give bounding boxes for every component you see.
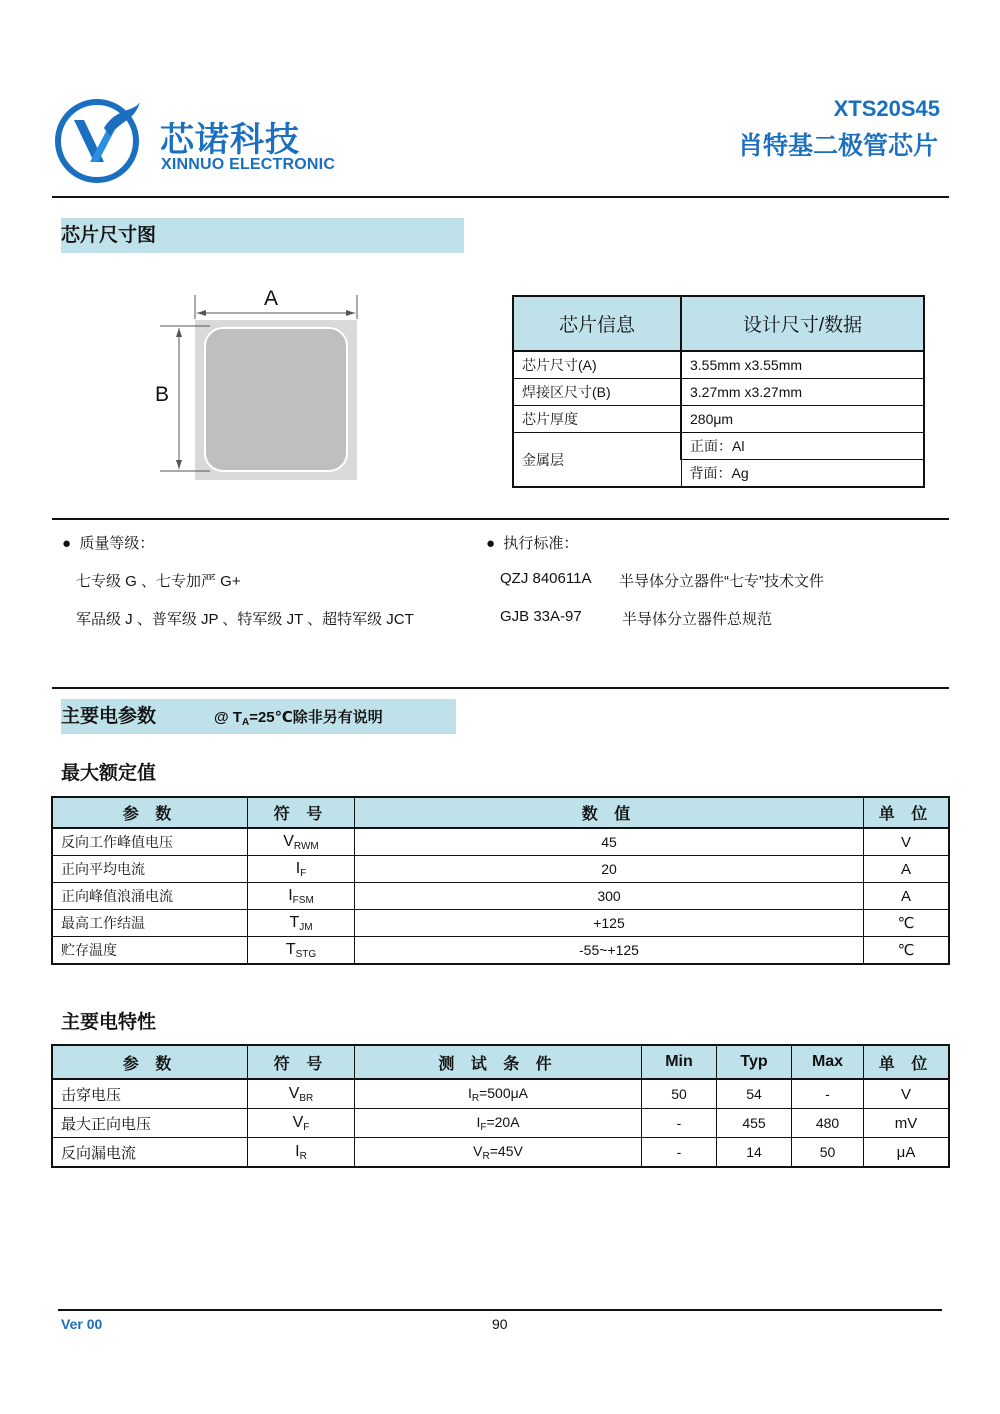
value-cell: 45 [355, 828, 864, 856]
table-row [513, 351, 924, 379]
typ-cell: 14 [717, 1138, 792, 1168]
param-cell: 反向漏电流 [52, 1138, 248, 1168]
table-row [52, 937, 949, 965]
company-name-en: XINNUO ELECTRONIC [161, 156, 336, 173]
value-cell: 300 [355, 883, 864, 910]
company-name-zh: 芯诺科技 [160, 121, 300, 159]
section-divider [52, 518, 949, 520]
chip-info-header: 芯片信息 [513, 296, 681, 351]
version-label: Ver 00 [61, 1316, 103, 1332]
unit-cell: μA [864, 1138, 950, 1168]
max-cell: 480 [792, 1109, 864, 1138]
param-cell: 最大正向电压 [52, 1109, 248, 1138]
unit-cell: V [864, 828, 950, 856]
quality-line-2: 军品级 J 、普军级 JP 、特军级 JT 、超特军级 JCT [76, 611, 414, 628]
header-divider [52, 196, 949, 198]
bullet-icon: ● [486, 535, 504, 552]
param-cell: 贮存温度 [52, 937, 248, 965]
company-logo-icon [54, 98, 140, 184]
value-cell: -55~+125 [355, 937, 864, 965]
table-row [52, 856, 949, 883]
typ-header: Typ [717, 1045, 792, 1079]
symbol-header: 符 号 [248, 1045, 355, 1079]
symbol-header: 符 号 [248, 797, 355, 828]
row-value: 280μm [681, 406, 924, 433]
max-cell: 50 [792, 1138, 864, 1168]
quality-line-1: 七专级 G 、七专加严 G+ [76, 573, 241, 590]
param-cell: 反向工作峰值电压 [52, 828, 248, 856]
symbol-cell: $V_{BR}$ [248, 1079, 355, 1109]
design-data-header: 设计尺寸/数据 [681, 296, 924, 351]
condition-cell: $I_F=20A$ [355, 1109, 642, 1138]
symbol-cell: $T_{STG}$ [248, 937, 355, 965]
param-header: 参 数 [52, 797, 248, 828]
unit-header: 单 位 [864, 797, 950, 828]
section-divider [52, 687, 949, 689]
row-value: 背面：Ag [681, 460, 924, 488]
main-params-title: 主要电参数 [61, 706, 157, 727]
standards-label: ● 执行标准： [486, 535, 579, 552]
min-cell: - [642, 1138, 717, 1168]
main-params-section-bar [61, 699, 456, 734]
standard-desc: 半导体分立器件“七专”技术文件 [619, 573, 824, 590]
product-name: 肖特基二极管芯片 [737, 132, 938, 160]
dimension-label-b: B [155, 383, 170, 406]
symbol-cell: $V_{RWM}$ [248, 828, 355, 856]
symbol-cell: $V_F$ [248, 1109, 355, 1138]
footer-divider [58, 1309, 942, 1311]
table-row [52, 1079, 949, 1109]
value-header: 数 值 [355, 797, 864, 828]
unit-cell: ℃ [864, 937, 950, 965]
row-value: 3.55mm x3.55mm [681, 351, 924, 379]
unit-cell: A [864, 856, 950, 883]
typ-cell: 455 [717, 1109, 792, 1138]
min-cell: 50 [642, 1079, 717, 1109]
row-value: 3.27mm x3.27mm [681, 379, 924, 406]
param-cell: 正向峰值浪涌电流 [52, 883, 248, 910]
row-label: 金属层 [513, 433, 681, 488]
product-model: XTS20S45 [833, 96, 940, 121]
table-row [52, 910, 949, 937]
table-row [52, 1109, 949, 1138]
standard-code: QZJ 840611A [500, 570, 592, 587]
symbol-cell: $I_{FSM}$ [248, 883, 355, 910]
max-ratings-table [51, 796, 950, 965]
table-row [52, 883, 949, 910]
min-header: Min [642, 1045, 717, 1079]
condition-cell: $V_R=45V$ [355, 1138, 642, 1168]
symbol-cell: $I_F$ [248, 856, 355, 883]
bullet-icon: ● [62, 535, 80, 552]
param-header: 参 数 [52, 1045, 248, 1079]
chip-dims-title: 芯片尺寸图 [61, 225, 157, 246]
page-number: 90 [492, 1316, 508, 1332]
symbol-cell: $T_{JM}$ [248, 910, 355, 937]
standard-desc: 半导体分立器件总规范 [622, 611, 773, 628]
row-label: 芯片尺寸(A) [513, 351, 681, 379]
standard-code: GJB 33A-97 [500, 608, 582, 625]
chip-dimension-drawing [150, 285, 370, 485]
param-cell: 最高工作结温 [52, 910, 248, 937]
param-cell: 正向平均电流 [52, 856, 248, 883]
min-cell: - [642, 1109, 717, 1138]
param-cell: 击穿电压 [52, 1079, 248, 1109]
characteristics-table [51, 1044, 950, 1168]
unit-cell: A [864, 883, 950, 910]
unit-header: 单 位 [864, 1045, 950, 1079]
row-label: 芯片厚度 [513, 406, 681, 433]
dimension-label-a: A [264, 287, 279, 310]
unit-cell: ℃ [864, 910, 950, 937]
row-value: 正面：Al [681, 433, 924, 460]
symbol-cell: $I_R$ [248, 1138, 355, 1168]
chip-info-table [512, 295, 925, 488]
condition-cell: $I_R=500\mu A$ [355, 1079, 642, 1109]
table-row [513, 406, 924, 433]
unit-cell: V [864, 1079, 950, 1109]
quality-label: ● 质量等级： [62, 535, 155, 552]
table-row [513, 433, 924, 460]
characteristics-title: 主要电特性 [61, 1012, 157, 1033]
chip-dims-section-bar [61, 218, 464, 253]
max-cell: - [792, 1079, 864, 1109]
row-label: 焊接区尺寸(B) [513, 379, 681, 406]
max-header: Max [792, 1045, 864, 1079]
value-cell: 20 [355, 856, 864, 883]
max-ratings-title: 最大额定值 [61, 763, 157, 784]
table-row [513, 379, 924, 406]
condition-header: 测 试 条 件 [355, 1045, 642, 1079]
typ-cell: 54 [717, 1079, 792, 1109]
unit-cell: mV [864, 1109, 950, 1138]
table-row [52, 1138, 949, 1168]
value-cell: +125 [355, 910, 864, 937]
table-row [52, 828, 949, 856]
main-params-condition: @ $T_A=25℃$除非另有说明 [214, 709, 383, 728]
